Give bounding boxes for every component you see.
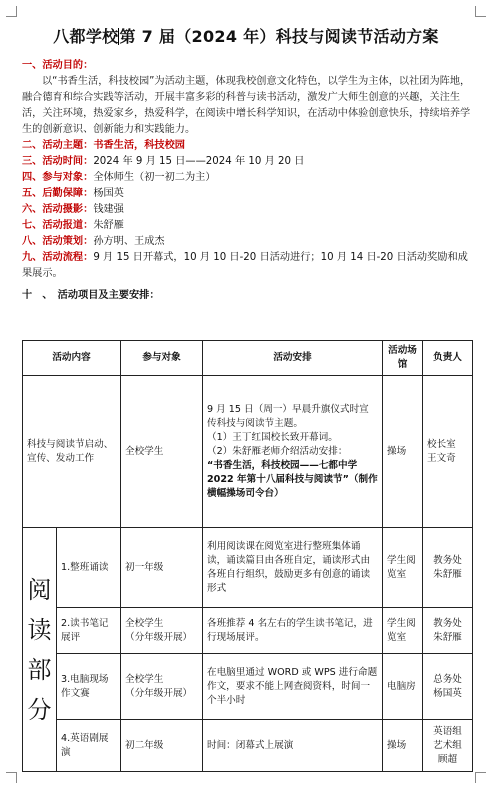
purpose-heading: 一、活动目的：	[22, 60, 94, 71]
cell-participants: 初二年级	[121, 720, 203, 772]
cell-responsible: 教务处 朱舒雁	[423, 608, 473, 654]
header-participants: 参与对象	[121, 341, 203, 376]
item-reporting: 七、活动报道：朱舒雁	[22, 220, 124, 231]
cell-venue: 操场	[383, 720, 423, 772]
cell-name: 2.读书笔记展评	[57, 608, 121, 654]
cell-responsible: 英语组 艺术组 顾超	[423, 720, 473, 772]
cell-venue: 学生阅览室	[383, 528, 423, 608]
item-logistics: 五、后勤保障：杨国英	[22, 188, 124, 199]
crop-mark-bottom-right	[475, 772, 486, 783]
item-time: 三、活动时间：2024 年 9 月 15 日——2024 年 10 月 20 日	[22, 156, 305, 167]
crop-mark-top-left	[6, 6, 17, 17]
table-header-row	[23, 341, 473, 376]
header-arrangement: 活动安排	[203, 341, 383, 376]
cell-name: 3.电脑现场作文赛	[57, 654, 121, 720]
reading-section-text: 阅 读 部 分	[27, 575, 52, 724]
table-heading: 十 、 活动项目及主要安排：	[22, 290, 160, 301]
cell-arrangement: 9 月 15 日（周一）早晨升旗仪式时宣传科技与阅读节主题。 （1）王丁红国校长致开幕词。 （2）朱舒雁老师介绍活动安排： “书香生活，科技校园——七都中学 2022 年第十八届科技与阅读节”（制作横幅操场司令台）	[203, 376, 383, 528]
cell-participants: 全校学生	[121, 376, 203, 528]
cell-responsible: 校长室 王文奇	[423, 376, 473, 528]
table-row-reading-1	[23, 528, 473, 608]
crop-mark-bottom-left	[6, 772, 17, 783]
item-process: 九、活动流程：9 月 15 日开幕式，10 月 10 日-20 日活动进行；10 月 14 日-20 日活动奖励和成果展示。	[22, 252, 468, 279]
cell-responsible: 总务处 杨国英	[423, 654, 473, 720]
cell-participants: 全校学生 （分年级开展）	[121, 608, 203, 654]
cell-content: 科技与阅读节启动、宣传、发动工作	[23, 376, 121, 528]
cell-responsible: 教务处 朱舒雁	[423, 528, 473, 608]
title-part-2: 第 7 届（2024 年）科技与阅读节活动方案	[119, 27, 439, 46]
cell-arrangement: 各班推荐 4 名左右的学生读书笔记，进行现场展评。	[203, 608, 383, 654]
table-row-opening	[23, 376, 473, 528]
crop-mark-top-right	[475, 6, 486, 17]
activity-table[interactable]	[22, 340, 473, 772]
header-content: 活动内容	[23, 341, 121, 376]
item-photography: 六、活动摄影：钱建强	[22, 204, 124, 215]
purpose-text: 以“书香生活，科技校园”为活动主题，体现我校创意文化特色，以学生为主体，以社团为阵地，融合德育和综合实践等活动，开展丰富多彩的科普与读书活动，激发广大师生创意的兴趣，关注生活，关注环境，热爱家乡，热爱科学，在阅读中增长科学知识，在活动中体验创意快乐，持续培养学生的创新意识、创新能力和实践能力。	[22, 76, 471, 135]
cell-arrangement: 时间：闭幕式上展演	[203, 720, 383, 772]
cell-venue: 操场	[383, 376, 423, 528]
table-row-reading-4	[23, 720, 473, 772]
document-body[interactable]	[22, 58, 472, 304]
title-part-1: 八都学校	[53, 27, 119, 46]
table-row-reading-2	[23, 608, 473, 654]
cell-venue: 学生阅览室	[383, 608, 423, 654]
reading-section-label	[23, 528, 57, 772]
cell-venue: 电脑房	[383, 654, 423, 720]
document-title[interactable]	[0, 24, 492, 47]
cell-participants: 全校学生 （分年级开展）	[121, 654, 203, 720]
cell-name: 4.英语剧展演	[57, 720, 121, 772]
item-participants: 四、参与对象：全体师生（初一初二为主）	[22, 172, 216, 183]
table-row-reading-3	[23, 654, 473, 720]
item-theme: 二、活动主题：书香生活，科技校园	[22, 140, 185, 151]
cell-name: 1.整班诵读	[57, 528, 121, 608]
header-venue: 活动场馆	[383, 341, 423, 376]
cell-participants: 初一年级	[121, 528, 203, 608]
cell-arrangement: 在电脑里通过 WORD 或 WPS 进行命题作文，要求不能上网查阅资料，时间一个半小时	[203, 654, 383, 720]
header-responsible: 负责人	[423, 341, 473, 376]
item-planning: 八、活动策划：孙方明、王成杰	[22, 236, 165, 247]
cell-arrangement: 利用阅读课在阅览室进行整班集体诵读，诵读篇目由各班自定，诵读形式由各班自行组织，鼓励更多有创意的诵读形式	[203, 528, 383, 608]
